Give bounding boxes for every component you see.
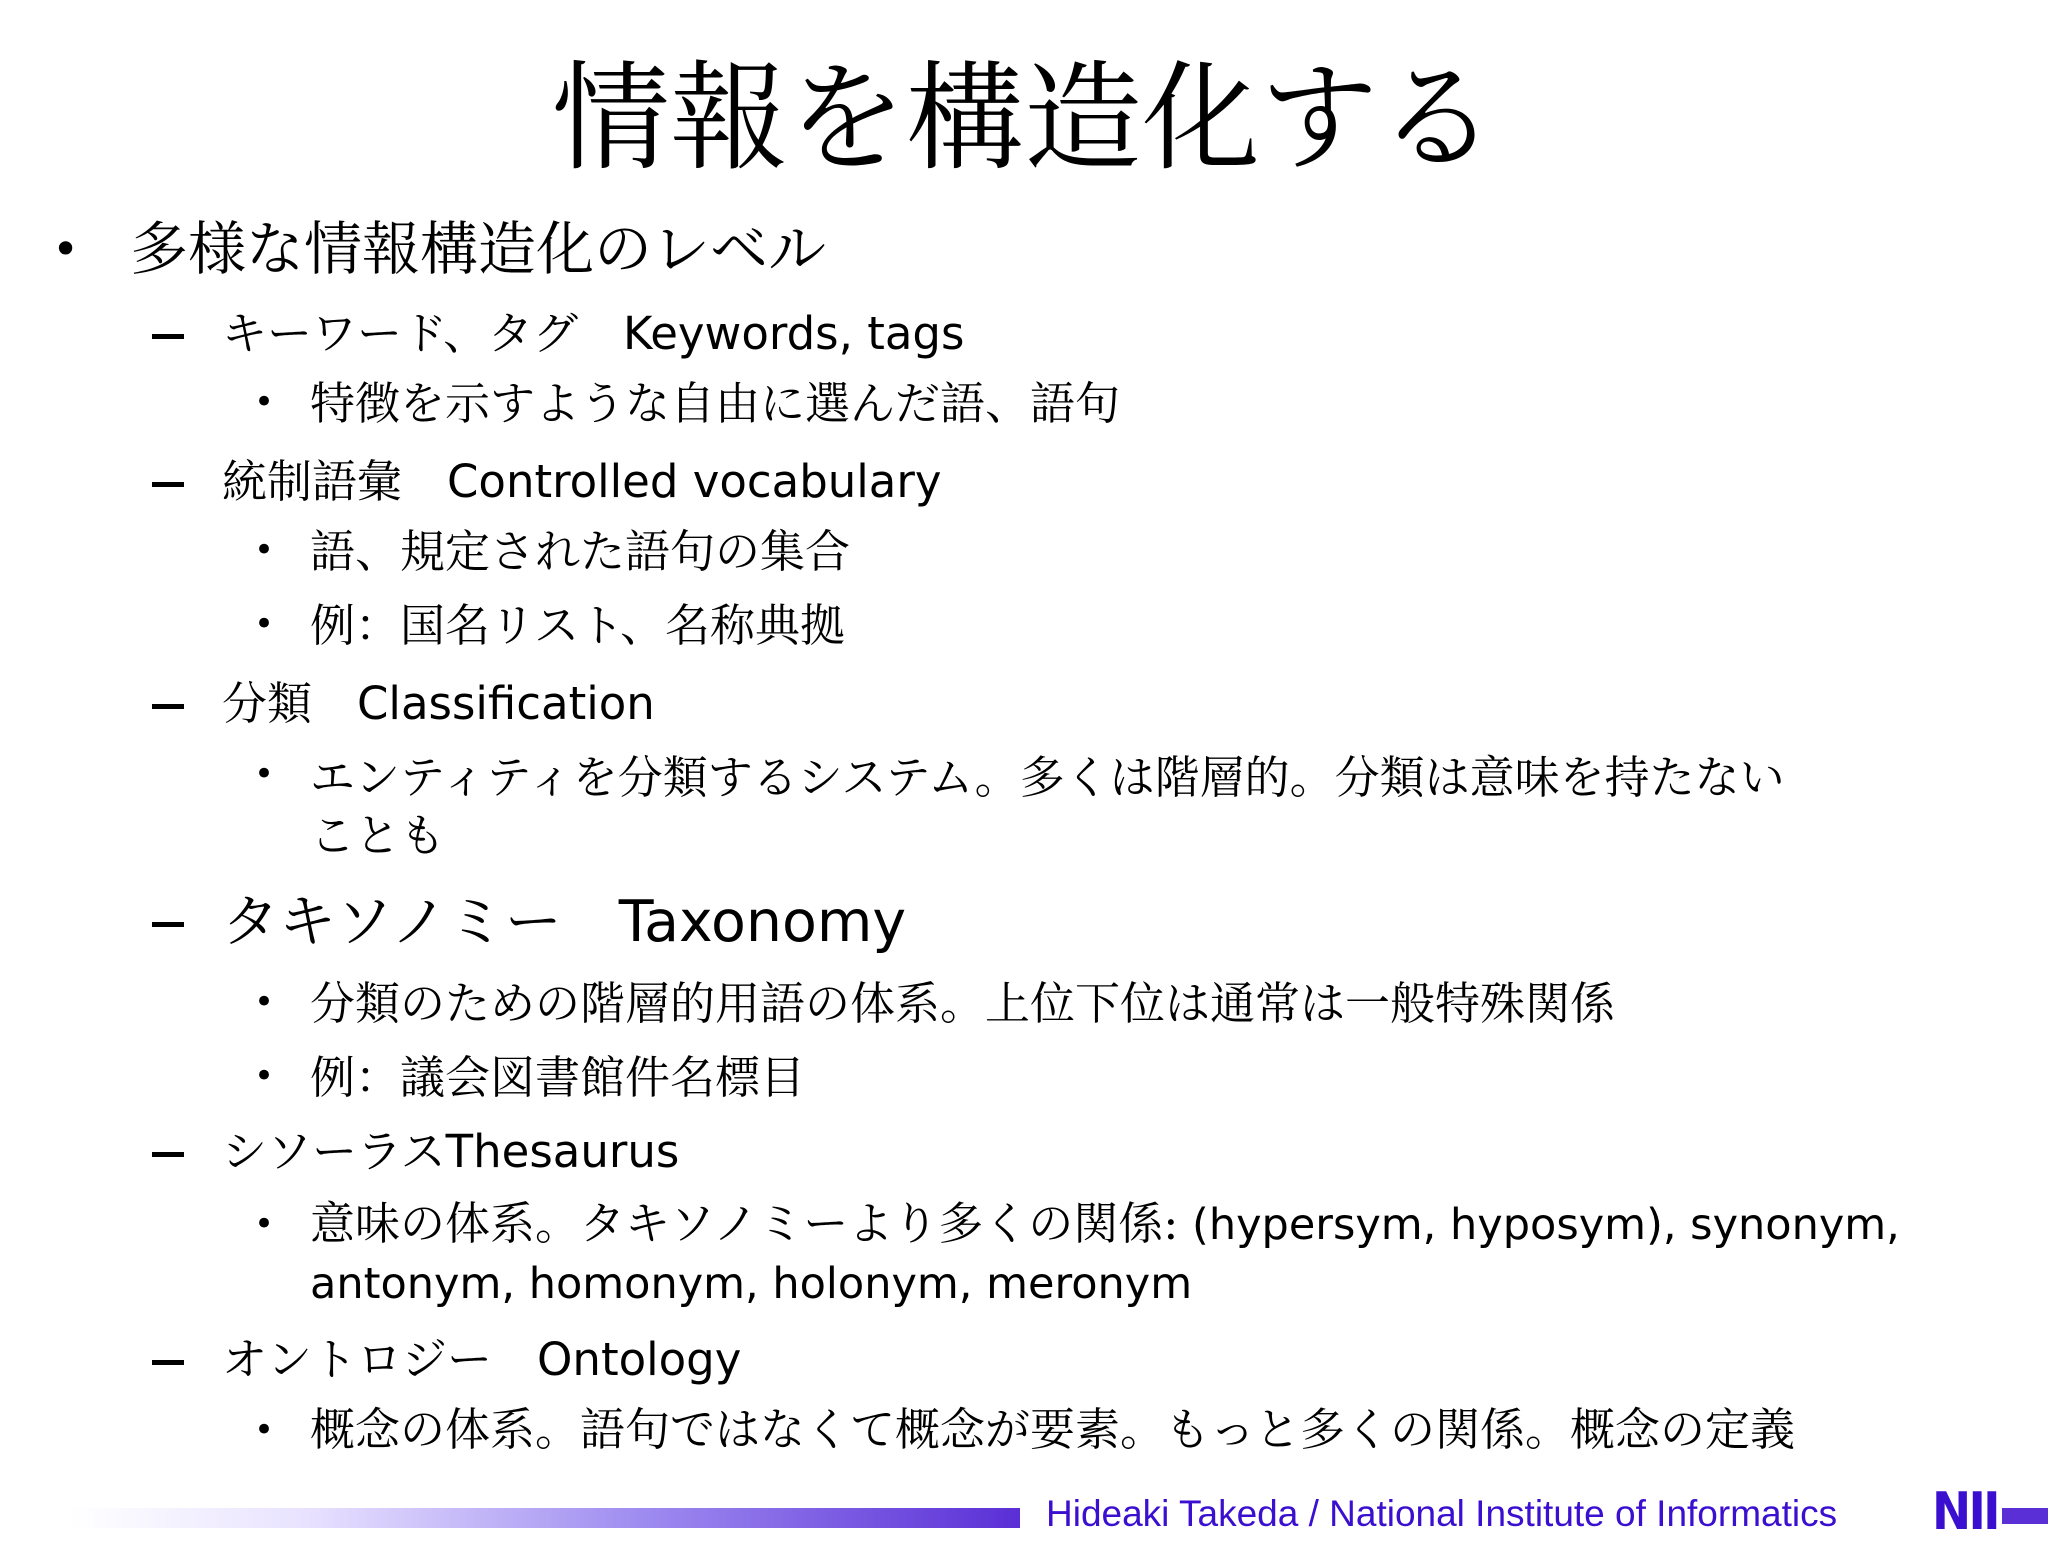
sub-item-jp: 意味の体系。タキソノミーより多くの関係: <box>310 1197 1179 1250</box>
item-keywords-en: Keywords, tags <box>622 307 965 360</box>
item-cv-en: Controlled vocabulary <box>447 455 942 508</box>
sub-item: エンティティを分類するシステム。多くは階層的。分類は意味を持たない <box>310 751 1785 804</box>
dash-marker <box>152 1360 184 1365</box>
item-keywords <box>222 306 964 362</box>
sub-bullet-marker: • <box>254 982 275 1022</box>
sub-bullet-marker: • <box>254 1056 275 1096</box>
sub-item: 語、規定された語句の集合 <box>310 525 851 578</box>
item-classification-jp: 分類 <box>222 677 358 730</box>
item-thesaurus-en: Thesaurus <box>445 1125 680 1178</box>
sub-item: 例：議会図書館件名標目 <box>310 1051 806 1104</box>
sub-bullet-marker: • <box>254 604 275 644</box>
sub-item: 概念の体系。語句ではなくて概念が要素。もっと多くの関係。概念の定義 <box>310 1403 1796 1456</box>
dash-marker <box>152 334 184 339</box>
sub-item-continuation: antonym, homonym, holonym, meronym <box>310 1259 1193 1309</box>
nii-logo: NII <box>1932 1482 1998 1542</box>
sub-item <box>310 1196 1900 1253</box>
sub-item: 例：国名リスト、名称典拠 <box>310 599 846 652</box>
footer-credit: Hideaki Takeda / National Institute of Informatics <box>1046 1493 1838 1534</box>
item-ontology-en: Ontology <box>537 1333 742 1386</box>
item-taxonomy <box>222 888 906 956</box>
item-thesaurus <box>222 1124 679 1180</box>
logo-accent-bar <box>2002 1508 2048 1524</box>
dash-marker <box>152 922 184 927</box>
slide-title: 情報を構造化する <box>551 49 1496 187</box>
item-taxonomy-en: Taxonomy <box>618 889 907 955</box>
item-classification-en: Classification <box>357 677 655 730</box>
sub-item: 分類のための階層的用語の体系。上位下位は通常は一般特殊関係 <box>310 977 1616 1030</box>
item-ontology <box>222 1332 741 1388</box>
item-ontology-jp: オントロジー <box>222 1333 538 1386</box>
sub-bullet-marker: • <box>254 1410 275 1450</box>
sub-item: 特徴を示すような自由に選んだ語、語句 <box>310 377 1121 430</box>
dash-marker <box>152 1152 184 1157</box>
item-classification <box>222 676 655 732</box>
sub-item-continuation: ことも <box>310 809 446 862</box>
item-cv-jp: 統制語彙 <box>222 455 448 508</box>
sub-item-en: (hypersym, hyposym), synonym, <box>1178 1200 1900 1250</box>
item-taxonomy-jp: タキソノミー <box>222 889 619 955</box>
item-thesaurus-jp: シソーラス <box>222 1125 446 1178</box>
sub-bullet-marker: • <box>254 754 275 794</box>
sub-bullet-marker: • <box>254 382 275 422</box>
bullet-marker: • <box>52 222 80 276</box>
main-bullet-text: 多様な情報構造化のレベル <box>130 215 827 283</box>
item-keywords-jp: キーワード、タグ <box>222 307 623 360</box>
sub-bullet-marker: • <box>254 1204 275 1244</box>
footer-gradient-bar <box>70 1508 1020 1528</box>
dash-marker <box>152 704 184 709</box>
dash-marker <box>152 482 184 487</box>
sub-bullet-marker: • <box>254 530 275 570</box>
item-controlled-vocabulary <box>222 454 942 510</box>
